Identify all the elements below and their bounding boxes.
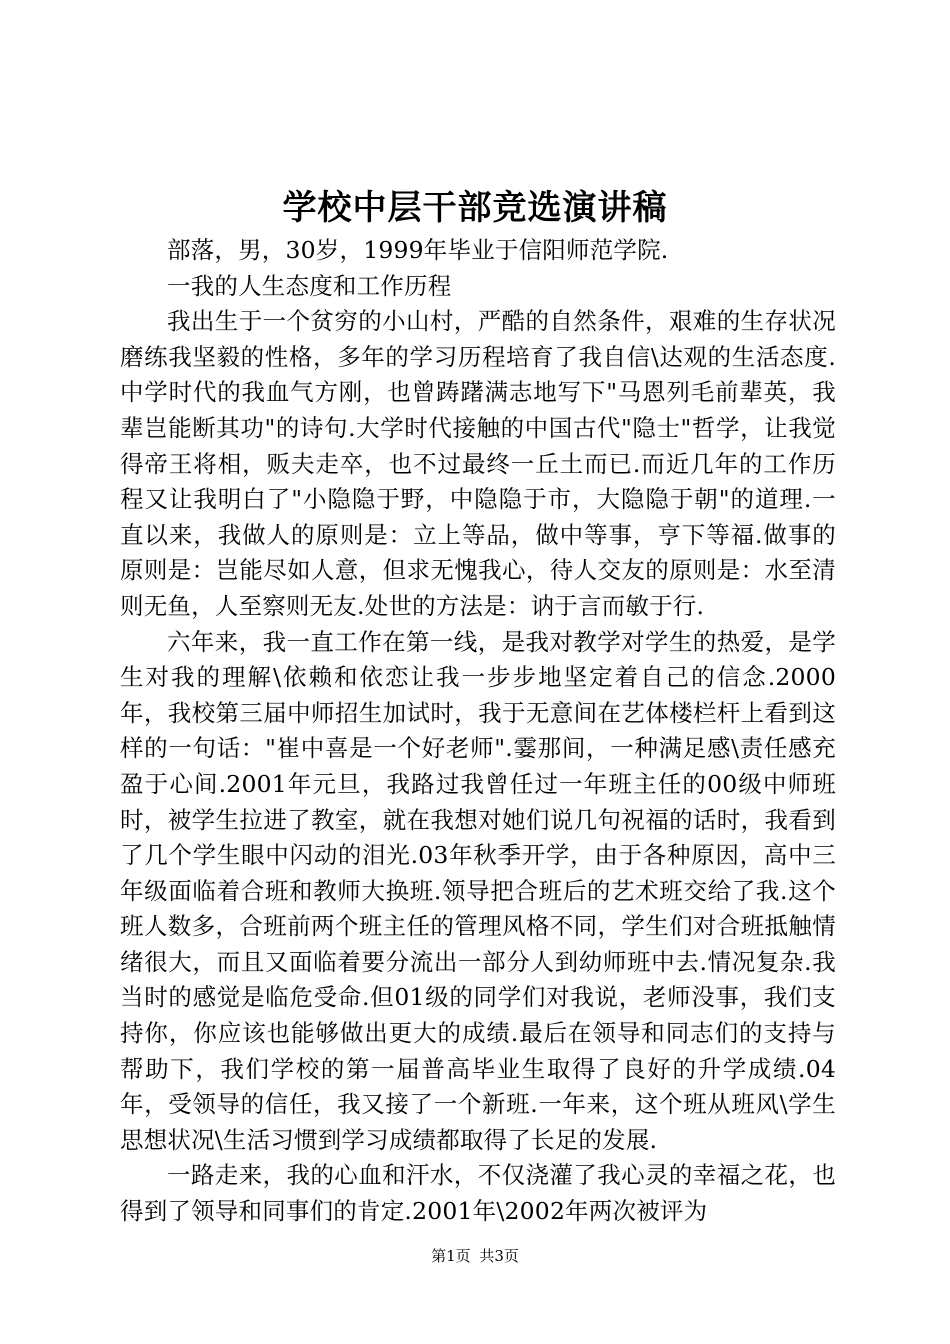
paragraph-intro: 部落，男，30岁，1999年毕业于信阳师范学院. [167, 236, 669, 264]
document-title: 学校中层干部竞选演讲稿 [282, 188, 668, 228]
paragraph-section-heading: 一我的人生态度和工作历程 [167, 271, 452, 300]
page-footer: 第1页 共3页 [431, 1247, 519, 1265]
document-body [120, 233, 836, 1230]
paragraph-life-attitude: 我出生于一个贫穷的小山村，严酷的自然条件，艰难的生存状况磨练我坚毅的性格，多年的学习历程培育了我自信\达观的生活态度.中学时代的我血气方刚，也曾踌躇满志地写下"马恩列毛前辈英，我辈岂能断其功"的诗句.大学时代接触的中国古代"隐士"哲学，让我觉得帝王将相，贩夫走卒，也不过最终一丘土而已.而近几年的工作历程又让我明白了"小隐隐于野，中隐隐于市，大隐隐于朝"的道理.一直以来，我做人的原则是：立上等品，做中等事，亨下等福.做事的原则是：岂能尽如人意，但求无愧我心，待人交友的原则是：水至清则无鱼，人至察则无友.处世的方法是：讷于言而敏于行. [120, 307, 836, 620]
paragraph-six-years: 六年来，我一直工作在第一线，是我对教学对学生的热爱，是学生对我的理解\依赖和依恋让我一步步地坚定着自己的信念.2000年，我校第三届中师招生加试时，我于无意间在艺体楼栏杆上看到这样的一句话："崔中喜是一个好老师".霎那间，一种满足感\责任感充盈于心间.2001年元旦，我路过我曾任过一年班主任的00级中师班时，被学生拉进了教室，就在我想对她们说几句祝福的话时，我看到了几个学生眼中闪动的泪光.03年秋季开学，由于各种原因，高中三年级面临着合班和教师大换班.领导把合班后的艺术班交给了我.这个班人数多，合班前两个班主任的管理风格不同，学生们对合班抵触情绪很大，而且又面临着要分流出一部分人到幼师班中去.情况复杂.我当时的感觉是临危受命.但01级的同学们对我说，老师没事，我们支持你，你应该也能够做出更大的成绩.最后在领导和同志们的支持与帮助下，我们学校的第一届普高毕业生取得了良好的升学成绩.04年，受领导的信任，我又接了一个新班.一年来，这个班从班风\学生思想状况\生活习惯到学习成绩都取得了长足的发展. [120, 627, 836, 1154]
paragraph-along-the-way: 一路走来，我的心血和汗水，不仅浇灌了我心灵的幸福之花，也得到了领导和同事们的肯定.2001年\2002年两次被评为 [120, 1161, 836, 1226]
